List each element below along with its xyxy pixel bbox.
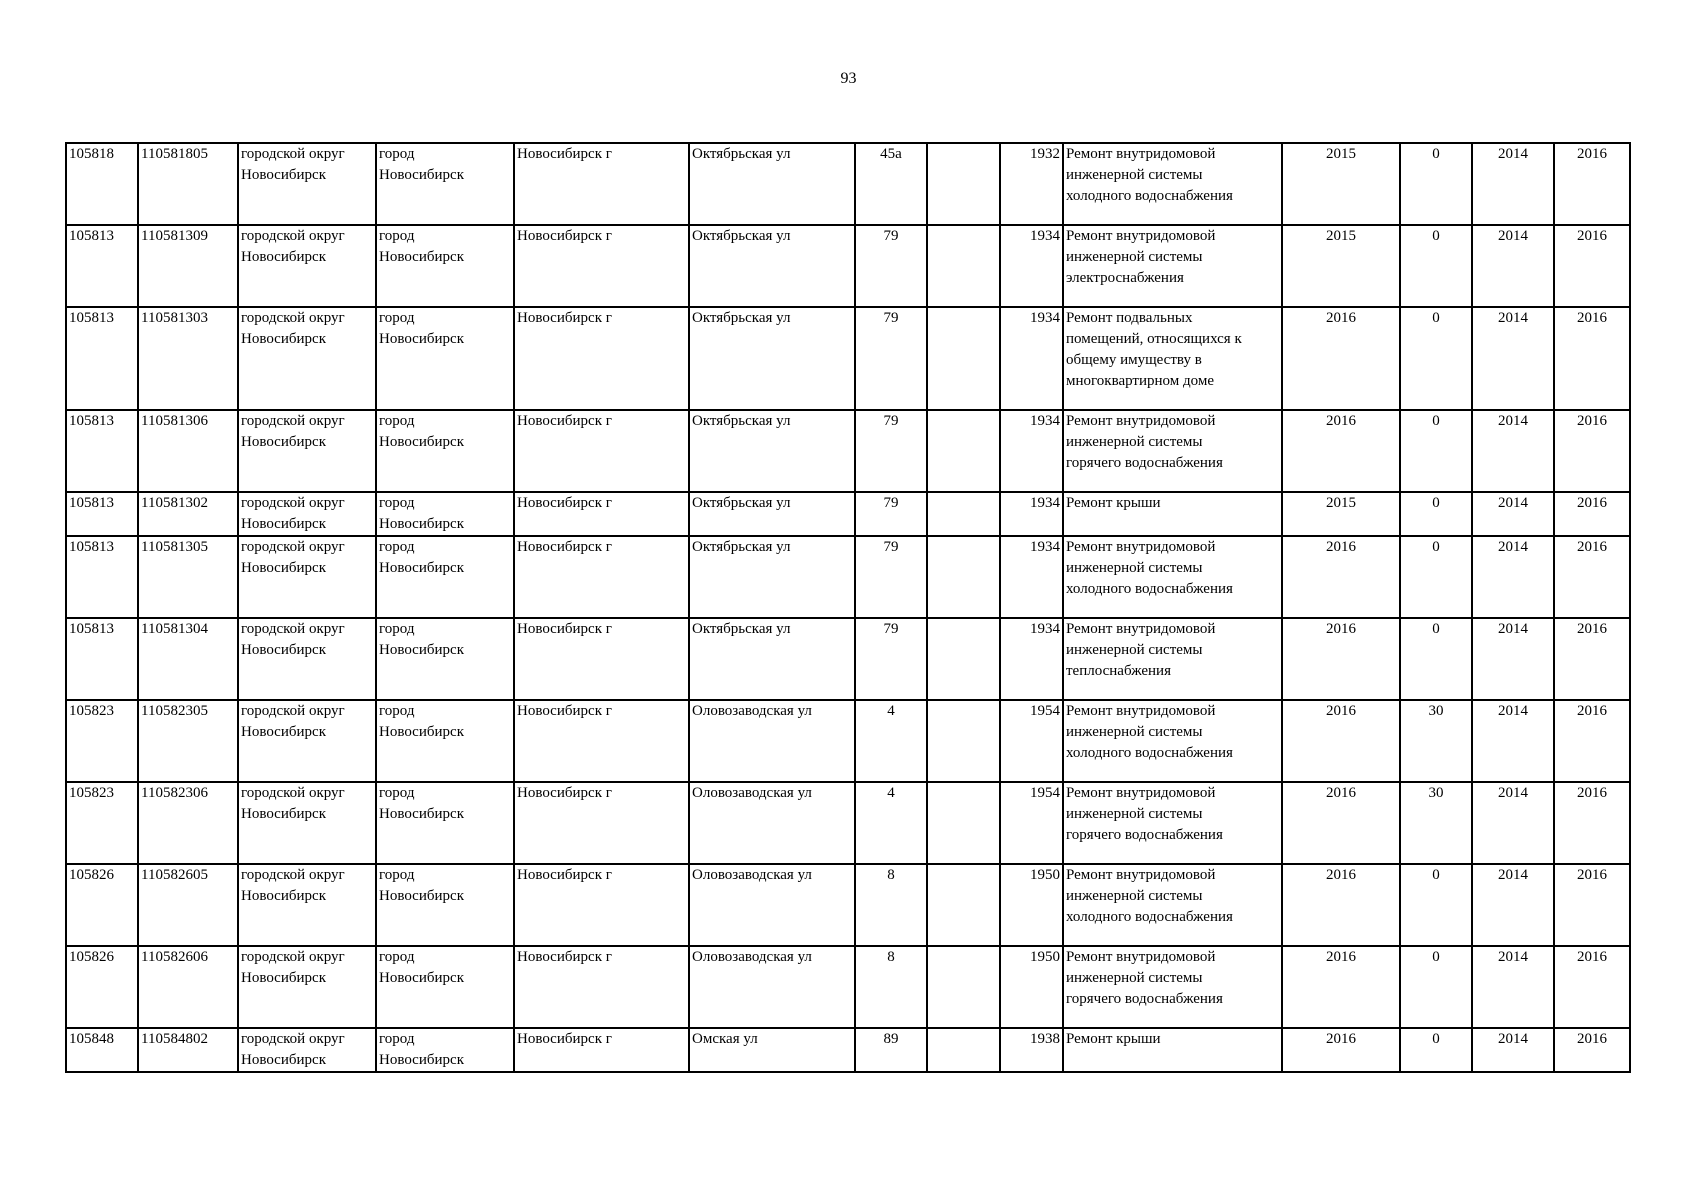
cell-work-type: Ремонт внутридомовой инженерной системы холодного водоснабжения: [1063, 143, 1282, 225]
table-row: [66, 536, 1630, 618]
cell-object-id: 105813: [66, 225, 138, 307]
cell-municipal-district: городской округ Новосибирск: [238, 492, 376, 536]
cell-wear: 0: [1400, 143, 1472, 225]
cell-work-year: 2016: [1282, 1028, 1400, 1072]
cell-year-built: 1932: [1000, 143, 1063, 225]
cell-work-type: Ремонт крыши: [1063, 492, 1282, 536]
cell-work-type: Ремонт крыши: [1063, 1028, 1282, 1072]
cell-locality: Новосибирск г: [514, 410, 689, 492]
cell-municipal-district: городской округ Новосибирск: [238, 700, 376, 782]
cell-house-number: 89: [855, 1028, 927, 1072]
repair-registry-table: [65, 142, 1631, 1073]
cell-settlement: город Новосибирск: [376, 700, 514, 782]
cell-work-year: 2016: [1282, 782, 1400, 864]
cell-municipal-district: городской округ Новосибирск: [238, 782, 376, 864]
cell-work-type: Ремонт внутридомовой инженерной системы горячего водоснабжения: [1063, 946, 1282, 1028]
cell-street: Оловозаводская ул: [689, 864, 855, 946]
cell-period-end: 2016: [1554, 946, 1630, 1028]
cell-municipal-district: городской округ Новосибирск: [238, 307, 376, 410]
cell-wear: 30: [1400, 700, 1472, 782]
cell-year-built: 1934: [1000, 618, 1063, 700]
cell-period-end: 2016: [1554, 700, 1630, 782]
cell-period-start: 2014: [1472, 782, 1554, 864]
cell-settlement: город Новосибирск: [376, 782, 514, 864]
cell-object-id: 105813: [66, 536, 138, 618]
cell-object-id: 105813: [66, 492, 138, 536]
cell-period-end: 2016: [1554, 1028, 1630, 1072]
cell-work-year: 2016: [1282, 700, 1400, 782]
cell-period-start: 2014: [1472, 492, 1554, 536]
cell-year-built: 1934: [1000, 307, 1063, 410]
cell-work-year: 2016: [1282, 864, 1400, 946]
cell-period-end: 2016: [1554, 225, 1630, 307]
cell-period-end: 2016: [1554, 618, 1630, 700]
cell-year-built: 1934: [1000, 225, 1063, 307]
cell-object-id: 105826: [66, 946, 138, 1028]
cell-settlement: город Новосибирск: [376, 1028, 514, 1072]
cell-work-type: Ремонт внутридомовой инженерной системы холодного водоснабжения: [1063, 536, 1282, 618]
cell-object-id: 105813: [66, 410, 138, 492]
cell-period-end: 2016: [1554, 782, 1630, 864]
cell-street: Оловозаводская ул: [689, 782, 855, 864]
cell-work-type: Ремонт внутридомовой инженерной системы горячего водоснабжения: [1063, 410, 1282, 492]
cell-period-start: 2014: [1472, 143, 1554, 225]
cell-house-number: 4: [855, 700, 927, 782]
cell-building: [927, 225, 1000, 307]
cell-object-id: 105823: [66, 700, 138, 782]
cell-work-type: Ремонт внутридомовой инженерной системы электроснабжения: [1063, 225, 1282, 307]
cell-work-year: 2016: [1282, 307, 1400, 410]
cell-object-id: 105848: [66, 1028, 138, 1072]
cell-work-code: 110581309: [138, 225, 238, 307]
cell-year-built: 1934: [1000, 410, 1063, 492]
table-row: [66, 1028, 1630, 1072]
cell-house-number: 8: [855, 946, 927, 1028]
cell-building: [927, 143, 1000, 225]
cell-locality: Новосибирск г: [514, 946, 689, 1028]
cell-house-number: 45а: [855, 143, 927, 225]
cell-locality: Новосибирск г: [514, 782, 689, 864]
table-row: [66, 864, 1630, 946]
cell-work-code: 110584802: [138, 1028, 238, 1072]
cell-work-year: 2015: [1282, 225, 1400, 307]
cell-street: Октябрьская ул: [689, 536, 855, 618]
cell-locality: Новосибирск г: [514, 1028, 689, 1072]
cell-street: Октябрьская ул: [689, 225, 855, 307]
cell-object-id: 105818: [66, 143, 138, 225]
cell-settlement: город Новосибирск: [376, 864, 514, 946]
cell-work-year: 2015: [1282, 492, 1400, 536]
cell-street: Оловозаводская ул: [689, 700, 855, 782]
cell-building: [927, 307, 1000, 410]
cell-street: Октябрьская ул: [689, 307, 855, 410]
cell-street: Октябрьская ул: [689, 143, 855, 225]
cell-street: Оловозаводская ул: [689, 946, 855, 1028]
cell-street: Октябрьская ул: [689, 410, 855, 492]
cell-work-year: 2016: [1282, 618, 1400, 700]
cell-object-id: 105813: [66, 618, 138, 700]
cell-settlement: город Новосибирск: [376, 492, 514, 536]
cell-locality: Новосибирск г: [514, 225, 689, 307]
cell-period-end: 2016: [1554, 492, 1630, 536]
cell-work-code: 110581304: [138, 618, 238, 700]
cell-wear: 0: [1400, 864, 1472, 946]
cell-municipal-district: городской округ Новосибирск: [238, 618, 376, 700]
cell-building: [927, 946, 1000, 1028]
cell-period-start: 2014: [1472, 536, 1554, 618]
table-row: [66, 410, 1630, 492]
cell-year-built: 1938: [1000, 1028, 1063, 1072]
cell-settlement: город Новосибирск: [376, 536, 514, 618]
cell-period-end: 2016: [1554, 536, 1630, 618]
cell-locality: Новосибирск г: [514, 700, 689, 782]
cell-period-end: 2016: [1554, 307, 1630, 410]
cell-period-start: 2014: [1472, 225, 1554, 307]
cell-street: Омская ул: [689, 1028, 855, 1072]
cell-work-code: 110582306: [138, 782, 238, 864]
cell-work-code: 110581303: [138, 307, 238, 410]
cell-object-id: 105813: [66, 307, 138, 410]
cell-municipal-district: городской округ Новосибирск: [238, 225, 376, 307]
cell-period-end: 2016: [1554, 143, 1630, 225]
cell-object-id: 105826: [66, 864, 138, 946]
cell-work-code: 110581302: [138, 492, 238, 536]
cell-municipal-district: городской округ Новосибирск: [238, 143, 376, 225]
table-row: [66, 307, 1630, 410]
cell-building: [927, 410, 1000, 492]
table-row: [66, 143, 1630, 225]
cell-municipal-district: городской округ Новосибирск: [238, 1028, 376, 1072]
cell-year-built: 1950: [1000, 946, 1063, 1028]
cell-locality: Новосибирск г: [514, 307, 689, 410]
cell-work-type: Ремонт подвальных помещений, относящихся к общему имуществу в многоквартирном доме: [1063, 307, 1282, 410]
cell-wear: 0: [1400, 946, 1472, 1028]
cell-locality: Новосибирск г: [514, 492, 689, 536]
cell-locality: Новосибирск г: [514, 536, 689, 618]
cell-work-type: Ремонт внутридомовой инженерной системы холодного водоснабжения: [1063, 700, 1282, 782]
cell-period-start: 2014: [1472, 1028, 1554, 1072]
cell-period-start: 2014: [1472, 307, 1554, 410]
cell-settlement: город Новосибирск: [376, 946, 514, 1028]
cell-period-end: 2016: [1554, 410, 1630, 492]
cell-work-code: 110581306: [138, 410, 238, 492]
cell-street: Октябрьская ул: [689, 492, 855, 536]
cell-wear: 0: [1400, 410, 1472, 492]
cell-street: Октябрьская ул: [689, 618, 855, 700]
cell-house-number: 79: [855, 536, 927, 618]
cell-period-start: 2014: [1472, 700, 1554, 782]
cell-year-built: 1934: [1000, 536, 1063, 618]
cell-year-built: 1950: [1000, 864, 1063, 946]
cell-settlement: город Новосибирск: [376, 410, 514, 492]
cell-building: [927, 864, 1000, 946]
cell-object-id: 105823: [66, 782, 138, 864]
cell-wear: 0: [1400, 307, 1472, 410]
cell-settlement: город Новосибирск: [376, 143, 514, 225]
table-row: [66, 225, 1630, 307]
cell-work-year: 2016: [1282, 410, 1400, 492]
cell-year-built: 1954: [1000, 700, 1063, 782]
cell-wear: 0: [1400, 536, 1472, 618]
cell-house-number: 79: [855, 410, 927, 492]
cell-period-start: 2014: [1472, 410, 1554, 492]
cell-work-type: Ремонт внутридомовой инженерной системы горячего водоснабжения: [1063, 782, 1282, 864]
table-row: [66, 782, 1630, 864]
cell-work-code: 110582605: [138, 864, 238, 946]
table-body: [66, 143, 1630, 1072]
cell-house-number: 79: [855, 618, 927, 700]
cell-locality: Новосибирск г: [514, 618, 689, 700]
cell-building: [927, 618, 1000, 700]
cell-municipal-district: городской округ Новосибирск: [238, 946, 376, 1028]
cell-settlement: город Новосибирск: [376, 618, 514, 700]
cell-house-number: 8: [855, 864, 927, 946]
cell-period-start: 2014: [1472, 864, 1554, 946]
cell-house-number: 79: [855, 225, 927, 307]
cell-house-number: 79: [855, 492, 927, 536]
cell-building: [927, 536, 1000, 618]
table-row: [66, 946, 1630, 1028]
cell-wear: 0: [1400, 1028, 1472, 1072]
cell-municipal-district: городской округ Новосибирск: [238, 864, 376, 946]
cell-work-year: 2015: [1282, 143, 1400, 225]
cell-work-year: 2016: [1282, 536, 1400, 618]
cell-work-type: Ремонт внутридомовой инженерной системы холодного водоснабжения: [1063, 864, 1282, 946]
cell-building: [927, 782, 1000, 864]
cell-locality: Новосибирск г: [514, 143, 689, 225]
cell-period-start: 2014: [1472, 946, 1554, 1028]
cell-municipal-district: городской округ Новосибирск: [238, 410, 376, 492]
cell-work-code: 110581805: [138, 143, 238, 225]
cell-wear: 0: [1400, 225, 1472, 307]
cell-house-number: 4: [855, 782, 927, 864]
table-row: [66, 492, 1630, 536]
cell-house-number: 79: [855, 307, 927, 410]
cell-work-code: 110581305: [138, 536, 238, 618]
cell-work-year: 2016: [1282, 946, 1400, 1028]
cell-year-built: 1934: [1000, 492, 1063, 536]
cell-building: [927, 492, 1000, 536]
cell-settlement: город Новосибирск: [376, 225, 514, 307]
cell-wear: 0: [1400, 618, 1472, 700]
cell-period-start: 2014: [1472, 618, 1554, 700]
cell-building: [927, 700, 1000, 782]
cell-settlement: город Новосибирск: [376, 307, 514, 410]
cell-wear: 0: [1400, 492, 1472, 536]
cell-period-end: 2016: [1554, 864, 1630, 946]
cell-wear: 30: [1400, 782, 1472, 864]
cell-locality: Новосибирск г: [514, 864, 689, 946]
cell-year-built: 1954: [1000, 782, 1063, 864]
table-row: [66, 700, 1630, 782]
cell-work-type: Ремонт внутридомовой инженерной системы теплоснабжения: [1063, 618, 1282, 700]
cell-building: [927, 1028, 1000, 1072]
table-row: [66, 618, 1630, 700]
page-number: 93: [840, 70, 857, 87]
cell-municipal-district: городской округ Новосибирск: [238, 536, 376, 618]
cell-work-code: 110582606: [138, 946, 238, 1028]
cell-work-code: 110582305: [138, 700, 238, 782]
